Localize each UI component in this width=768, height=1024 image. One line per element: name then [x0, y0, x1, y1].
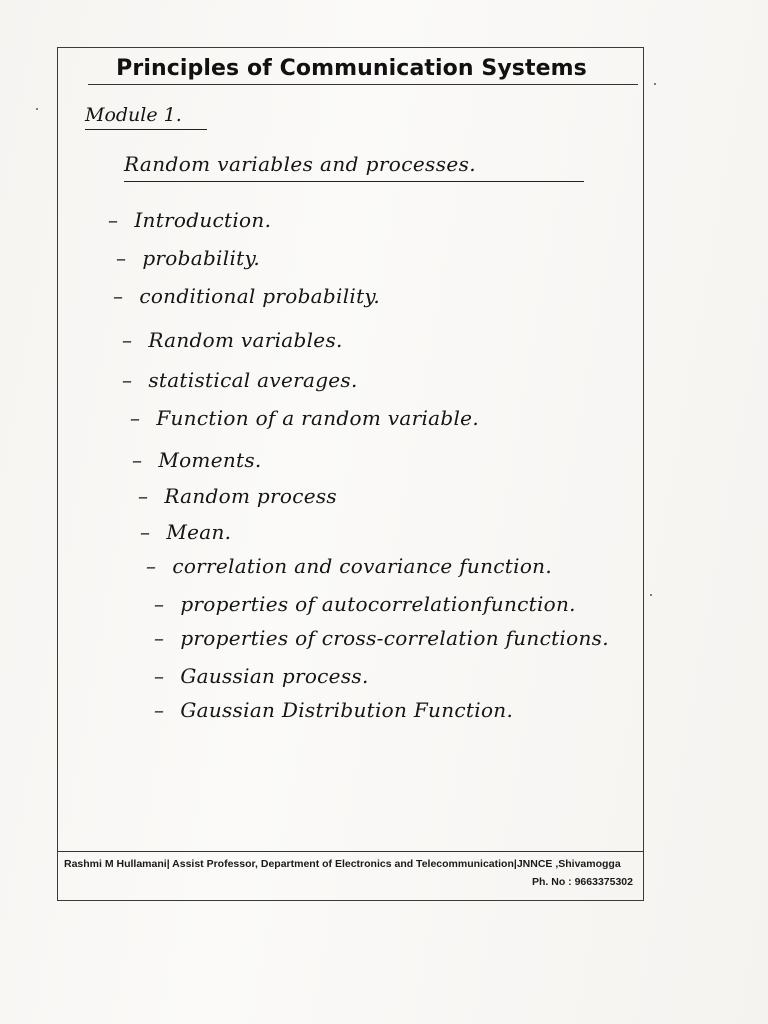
scan-speck [650, 594, 652, 596]
topic-label: Introduction. [134, 208, 272, 232]
module-heading: Module 1. [85, 104, 182, 126]
bullet-dash: – [146, 554, 157, 578]
bullet-dash: – [154, 626, 165, 650]
topic-item [108, 208, 271, 232]
bullet-dash: – [154, 592, 165, 616]
bullet-dash: – [138, 484, 149, 508]
module-underline [85, 129, 207, 130]
bullet-dash: – [130, 406, 141, 430]
bullet-dash: – [122, 328, 133, 352]
bullet-dash: – [113, 284, 124, 308]
scan-speck [654, 83, 656, 85]
title-underline [88, 84, 638, 85]
topic-item [132, 448, 262, 472]
topic-item [138, 484, 337, 508]
topic-item [154, 664, 369, 688]
footer-author: Rashmi M Hullamani| Assist Professor, Department of Electronics and Telecommunication|JNNCE ,Shivamogga [64, 858, 621, 870]
topic-label: Random process [164, 484, 337, 508]
topic-label: Function of a random variable. [156, 406, 479, 430]
bullet-dash: – [122, 368, 133, 392]
topic-label: properties of autocorrelationfunction. [180, 592, 576, 616]
topic-item [122, 328, 343, 352]
topic-item [140, 520, 231, 544]
section-heading: Random variables and processes. [124, 152, 477, 176]
topic-item [122, 368, 358, 392]
topic-item [154, 626, 609, 650]
scan-speck [36, 108, 38, 110]
topic-label: conditional probability. [139, 284, 381, 308]
topic-item [154, 698, 513, 722]
bullet-dash: – [108, 208, 119, 232]
topic-label: Mean. [166, 520, 232, 544]
topic-label: probability. [142, 246, 261, 270]
topic-label: correlation and covariance function. [172, 554, 553, 578]
bullet-dash: – [154, 664, 165, 688]
section-underline [124, 181, 584, 182]
topic-item [146, 554, 552, 578]
bullet-dash: – [154, 698, 165, 722]
topic-item [113, 284, 380, 308]
topic-item [116, 246, 260, 270]
bullet-dash: – [116, 246, 127, 270]
topic-label: Moments. [158, 448, 262, 472]
topic-item [154, 592, 576, 616]
footer-divider [58, 851, 643, 852]
page-border [57, 47, 644, 901]
footer-phone: Ph. No : 9663375302 [532, 876, 633, 888]
page-title: Principles of Communication Systems [116, 56, 587, 81]
topic-label: Gaussian Distribution Function. [180, 698, 514, 722]
topic-item [130, 406, 479, 430]
topic-label: properties of cross-correlation functions. [180, 626, 609, 650]
bullet-dash: – [132, 448, 143, 472]
topic-label: Gaussian process. [180, 664, 369, 688]
bullet-dash: – [140, 520, 151, 544]
topic-label: statistical averages. [148, 368, 358, 392]
topic-label: Random variables. [148, 328, 343, 352]
